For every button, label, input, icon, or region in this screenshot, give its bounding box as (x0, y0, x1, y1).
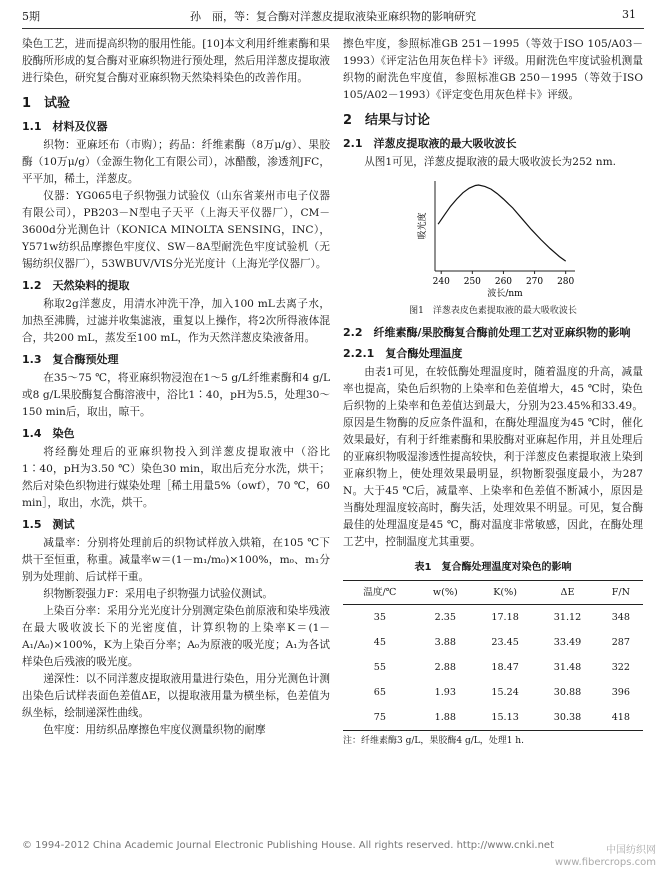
table-row (343, 655, 643, 680)
section-2-heading: 2 结果与讨论 (343, 113, 431, 128)
table-row (343, 705, 643, 731)
figure-1-caption: 图1 洋葱表皮色素提取液的最大吸收波长 (409, 306, 577, 316)
x-tick-label: 270 (525, 277, 544, 287)
table-cell: 55 (373, 662, 386, 673)
table-cell: 30.38 (536, 705, 598, 731)
section-1-3-heading: 1.3 复合酶预处理 (22, 353, 119, 366)
table-header-row (343, 581, 643, 605)
table-row (343, 680, 643, 705)
table-row (343, 605, 643, 631)
table-cell: 2.35 (434, 612, 456, 623)
x-tick-label: 280 (557, 277, 575, 287)
absorbance-chart (343, 175, 643, 297)
x-tick-label: 250 (463, 277, 481, 287)
fastness-paragraph: 色牢度：用纺织品摩擦色牢度仪测量织物的耐摩 (43, 724, 266, 736)
uptake-paragraph: 上染百分率：采用分光光度计分别测定染色前原液和染毕残液在最大吸收波长下的光密度值，计算织物的上染率K＝(1－A₁/A₀)×100%，K为上染百分率；A₀为原液的吸光度；A₁为各试样染色后残液的吸光度。 (22, 605, 330, 668)
watermark-line-1: 中国纺织网 (606, 845, 656, 856)
table-cell: 65 (373, 687, 386, 698)
materials-paragraph: 织物：亚麻坯布（市购）；药品：纤维素酶（8万μ/g）、果胶酶（10万μ/g）（金源生物化工有限公司），冰醋酸，渗透剂JFC，平平加，稀土，洋葱皮。 (22, 139, 330, 185)
table-cell: 1.88 (417, 705, 474, 731)
table-1-caption: 表1 复合酶处理温度对染色的影响 (414, 562, 572, 573)
table-cell: 75 (343, 705, 417, 731)
table-cell: 45 (373, 637, 386, 648)
table-cell: 23.45 (491, 637, 519, 648)
section-2-2-heading: 2.2 纤维素酶/果胶酶复合酶前处理工艺对亚麻织物的影响 (343, 326, 631, 339)
table-cell: 31.48 (553, 662, 582, 673)
x-tick-label: 260 (494, 277, 513, 287)
table-cell: 33.49 (553, 637, 582, 648)
build-up-paragraph: 递深性：以不同洋葱皮提取液用量进行染色，用分光测色计测出染色后试样表面色差值ΔE，以提取液用量为横坐标，色差值为纵坐标，绘制递深性曲线。 (22, 673, 330, 719)
table-cell: 418 (599, 705, 643, 731)
section-1-2-heading: 1.2 天然染料的提取 (22, 279, 130, 292)
table-cell: 396 (611, 687, 631, 698)
table-cell: 3.88 (434, 637, 456, 648)
figure-1 (343, 175, 643, 320)
pretreatment-paragraph: 在35～75 ℃，将亚麻织物浸泡在1～5 g/L纤维素酶和4 g/L或8 g/L果胶酶复合酶溶液中，浴比1∶40，pH为5.5，处理30～150 min后，取出，晾干。 (22, 372, 330, 418)
table-cell: 15.13 (474, 705, 536, 731)
x-axis-label: 波长/nm (487, 289, 523, 297)
extraction-paragraph: 称取2g洋葱皮，用清水冲洗干净，加入100 mL去离子水，加热至沸腾，过滤并收集滤液，重复以上操作，将2次所得液体混合，共200 mL，蒸发至100 mL，作为天然洋葱皮染液备用。 (22, 298, 330, 344)
table-cell: 1.93 (434, 687, 456, 698)
table-cell: 30.88 (553, 687, 582, 698)
absorbance-curve (438, 185, 566, 261)
intro-paragraph: 染色工艺，进而提高织物的服用性能。[10]本文利用纤维素酶和果胶酶所形成的复合酶对亚麻织物进行预处理，然后用洋葱皮提取液进行染色，研究复合酶对亚麻织物天然染料染色的改善作用。 (22, 38, 330, 84)
temperature-paragraph: 由表1可见，在较低酶处理温度时，随着温度的升高，减量率也提高，染色后织物的上染率和色差值增大，45 ℃时，染色后织物的上染率和色差值达到最大，分别为23.45%和33.49。原因是生物酶的反应条件温和，在酶处理温度为45 ℃时，催化效果最好，有利于纤维素酶和果胶酶对亚麻起作用，并且处理后的亚麻织物吸湿渗透性提高较快，利于洋葱皮色素提取液上染到亚麻织物上，使处理效果最明显，织物断裂强度最小，为287 N。大于45 ℃后，减量率、上染率和色差值不断减小，原因是当酶处理温度较高时，酶失活，处理效果不明显。可见，复合酶最佳的处理温度是45 ℃，酶对温度非常敏感，因此，在酶处理工艺中，控制温度尤其重要。 (343, 366, 643, 548)
page-header (0, 0, 666, 28)
table-cell: 348 (611, 612, 631, 623)
table-row (343, 630, 643, 655)
weight-loss-paragraph: 减量率：分别将处理前后的织物试样放入烘箱，在105 ℃下烘干至恒重，称重。减量率w＝(1－m₁/m₀)×100%，m₀、m₁分别为处理前、后试样干重。 (22, 537, 330, 583)
issue-number: 5期 (22, 10, 40, 23)
table-header-cell: F/N (599, 581, 643, 605)
copyright-footer: © 1994-2012 China Academic Journal Electronic Publishing House. All rights reserved. http://www.cnki.net (22, 840, 554, 851)
table-cell: 322 (611, 662, 631, 673)
strength-paragraph: 织物断裂强力F：采用电子织物强力试验仪测试。 (43, 588, 274, 600)
y-axis-label: 吸光度 (418, 212, 428, 240)
table-cell: 15.24 (491, 687, 519, 698)
table-cell: 35 (373, 612, 386, 623)
x-tick-label: 240 (432, 277, 450, 287)
table-header-cell: ΔE (536, 581, 598, 605)
section-1-heading: 1 试验 (22, 96, 71, 111)
table-cell: 287 (611, 637, 631, 648)
page-number: 31 (622, 8, 636, 21)
section-1-5-heading: 1.5 测试 (22, 518, 75, 531)
table-header-cell: w(%) (417, 581, 474, 605)
right-column (343, 36, 643, 750)
watermark-line-2: www.fibercrops.com (554, 857, 656, 868)
table-cell: 31.12 (553, 612, 582, 623)
table-header-cell: 温度/℃ (343, 581, 417, 605)
table-header-cell: K(%) (474, 581, 536, 605)
section-1-4-heading: 1.4 染色 (22, 427, 75, 440)
instruments-paragraph: 仪器：YG065电子织物强力试验仪（山东省莱州市电子仪器有限公司），PB203－N型电子天平（上海天平仪器厂），CM－3600d分光测色计（KONICA MINOLTA SENSING，INC），Y571w纺织品摩擦色牢度仪、SW－8A型耐洗色牢度试验机（无锡纺织仪器厂），53WBUV/VIS分光光度计（上海光学仪器厂）。 (22, 190, 330, 270)
table-cell: 18.47 (491, 662, 519, 673)
watermark (555, 845, 656, 869)
header-rule (22, 28, 644, 29)
section-2-1-heading: 2.1 洋葱皮提取液的最大吸收波长 (343, 137, 517, 150)
left-column (22, 36, 330, 739)
table-1 (343, 580, 643, 731)
dyeing-paragraph: 将经酶处理后的亚麻织物投入到洋葱皮提取液中（浴比1∶40，pH为3.50 ℃）染色30 min，取出后充分水洗，烘干；然后对染色织物进行媒染处理［稀土用量5%（owf），70 ℃，60 min］，取出，水洗，烘干。 (22, 446, 330, 509)
wavelength-paragraph: 从图1可见，洋葱皮提取液的最大吸收波长为252 nm. (364, 156, 617, 168)
table-cell: 17.18 (491, 612, 519, 623)
fastness-continued-paragraph: 擦色牢度，参照标准GB 251－1995（等效于ISO 105/A03－1993）《评定沾色用灰色样卡》评级。用耐洗色牢度试验机测量织物的耐洗色牢度值，参照标准GB 250－1995（等效于ISO 105/A02－1993）《评定变色用灰色样卡》评级。 (343, 38, 643, 101)
section-1-1-heading: 1.1 材料及仪器 (22, 120, 108, 133)
table-cell: 2.88 (434, 662, 456, 673)
running-title: 孙 丽，等：复合酶对洋葱皮提取液染亚麻织物的影响研究 (190, 10, 476, 23)
table-1-note: 注：纤维素酶3 g/L，果胶酶4 g/L，处理1 h. (343, 736, 524, 746)
section-2-2-1-heading: 2.2.1 复合酶处理温度 (343, 347, 463, 360)
